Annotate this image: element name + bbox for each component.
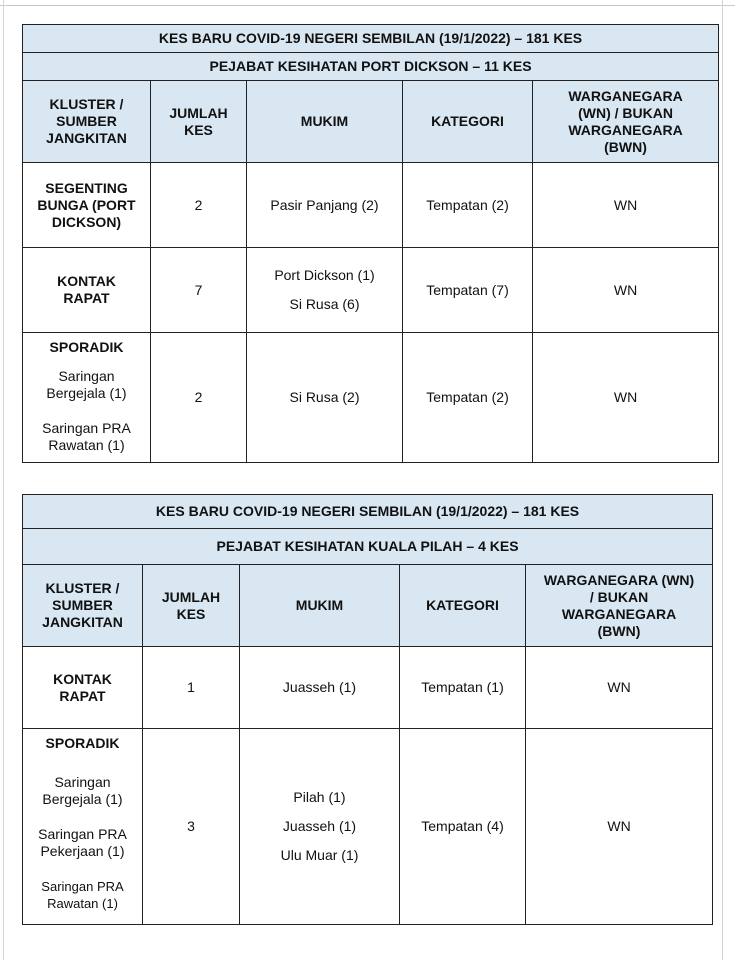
case-count-cell: 2 [151,333,247,463]
column-header-row [23,565,713,647]
page-right-edge [722,0,723,960]
table-title: KES BARU COVID-19 NEGERI SEMBILAN (19/1/2022) – 181 KES [23,495,713,529]
case-count-cell: 1 [143,647,240,729]
cluster-cell: SPORADIK Saringan Bergejala (1) Saringan PRA Rawatan (1) [23,333,151,463]
page-left-edge [0,0,4,960]
case-count-cell: 2 [151,163,247,248]
mukim-cell: Juasseh (1) [240,647,400,729]
table-row [23,248,719,333]
district-office-title: PEJABAT KESIHATAN KUALA PILAH – 4 KES [23,529,713,565]
page-top-edge [0,0,735,6]
table-row [23,333,719,463]
header-jumlah-kes: JUMLAH KES [143,565,240,647]
category-cell: Tempatan (7) [403,248,533,333]
case-count-cell: 7 [151,248,247,333]
category-cell: Tempatan (2) [403,163,533,248]
cluster-cell: SEGENTING BUNGA (PORT DICKSON) [23,163,151,248]
header-cluster: KLUSTER / SUMBER JANGKITAN [23,81,151,163]
table-title-row [23,25,719,53]
case-count-cell: 3 [143,729,240,925]
header-jumlah-kes: JUMLAH KES [151,81,247,163]
cluster-cell: KONTAK RAPAT [23,647,143,729]
citizenship-cell: WN [533,333,719,463]
header-warganegara: WARGANEGARA (WN) / BUKAN WARGANEGARA (BWN) [526,565,713,647]
district-office-title: PEJABAT KESIHATAN PORT DICKSON – 11 KES [23,53,719,81]
port-dickson-case-table [22,24,719,463]
header-kategori: KATEGORI [403,81,533,163]
table-title: KES BARU COVID-19 NEGERI SEMBILAN (19/1/2022) – 181 KES [23,25,719,53]
cluster-cell: KONTAK RAPAT [23,248,151,333]
table-subtitle-row [23,529,713,565]
category-cell: Tempatan (2) [403,333,533,463]
table-row [23,647,713,729]
category-cell: Tempatan (4) [400,729,526,925]
table-subtitle-row [23,53,719,81]
citizenship-cell: WN [526,647,713,729]
mukim-cell: Port Dickson (1) Si Rusa (6) [247,248,403,333]
mukim-cell: Si Rusa (2) [247,333,403,463]
header-warganegara: WARGANEGARA (WN) / BUKAN WARGANEGARA (BWN) [533,81,719,163]
header-cluster: KLUSTER / SUMBER JANGKITAN [23,565,143,647]
category-cell: Tempatan (1) [400,647,526,729]
citizenship-cell: WN [526,729,713,925]
cluster-cell: SPORADIK Saringan Bergejala (1) Saringan PRA Pekerjaan (1) Saringan PRA Rawatan (1) [23,729,143,925]
mukim-cell: Pilah (1) Juasseh (1) Ulu Muar (1) [240,729,400,925]
header-mukim: MUKIM [247,81,403,163]
table-row [23,729,713,925]
header-kategori: KATEGORI [400,565,526,647]
kuala-pilah-case-table [22,494,713,925]
column-header-row [23,81,719,163]
table-title-row [23,495,713,529]
table-row [23,163,719,248]
citizenship-cell: WN [533,248,719,333]
mukim-cell: Pasir Panjang (2) [247,163,403,248]
citizenship-cell: WN [533,163,719,248]
header-mukim: MUKIM [240,565,400,647]
